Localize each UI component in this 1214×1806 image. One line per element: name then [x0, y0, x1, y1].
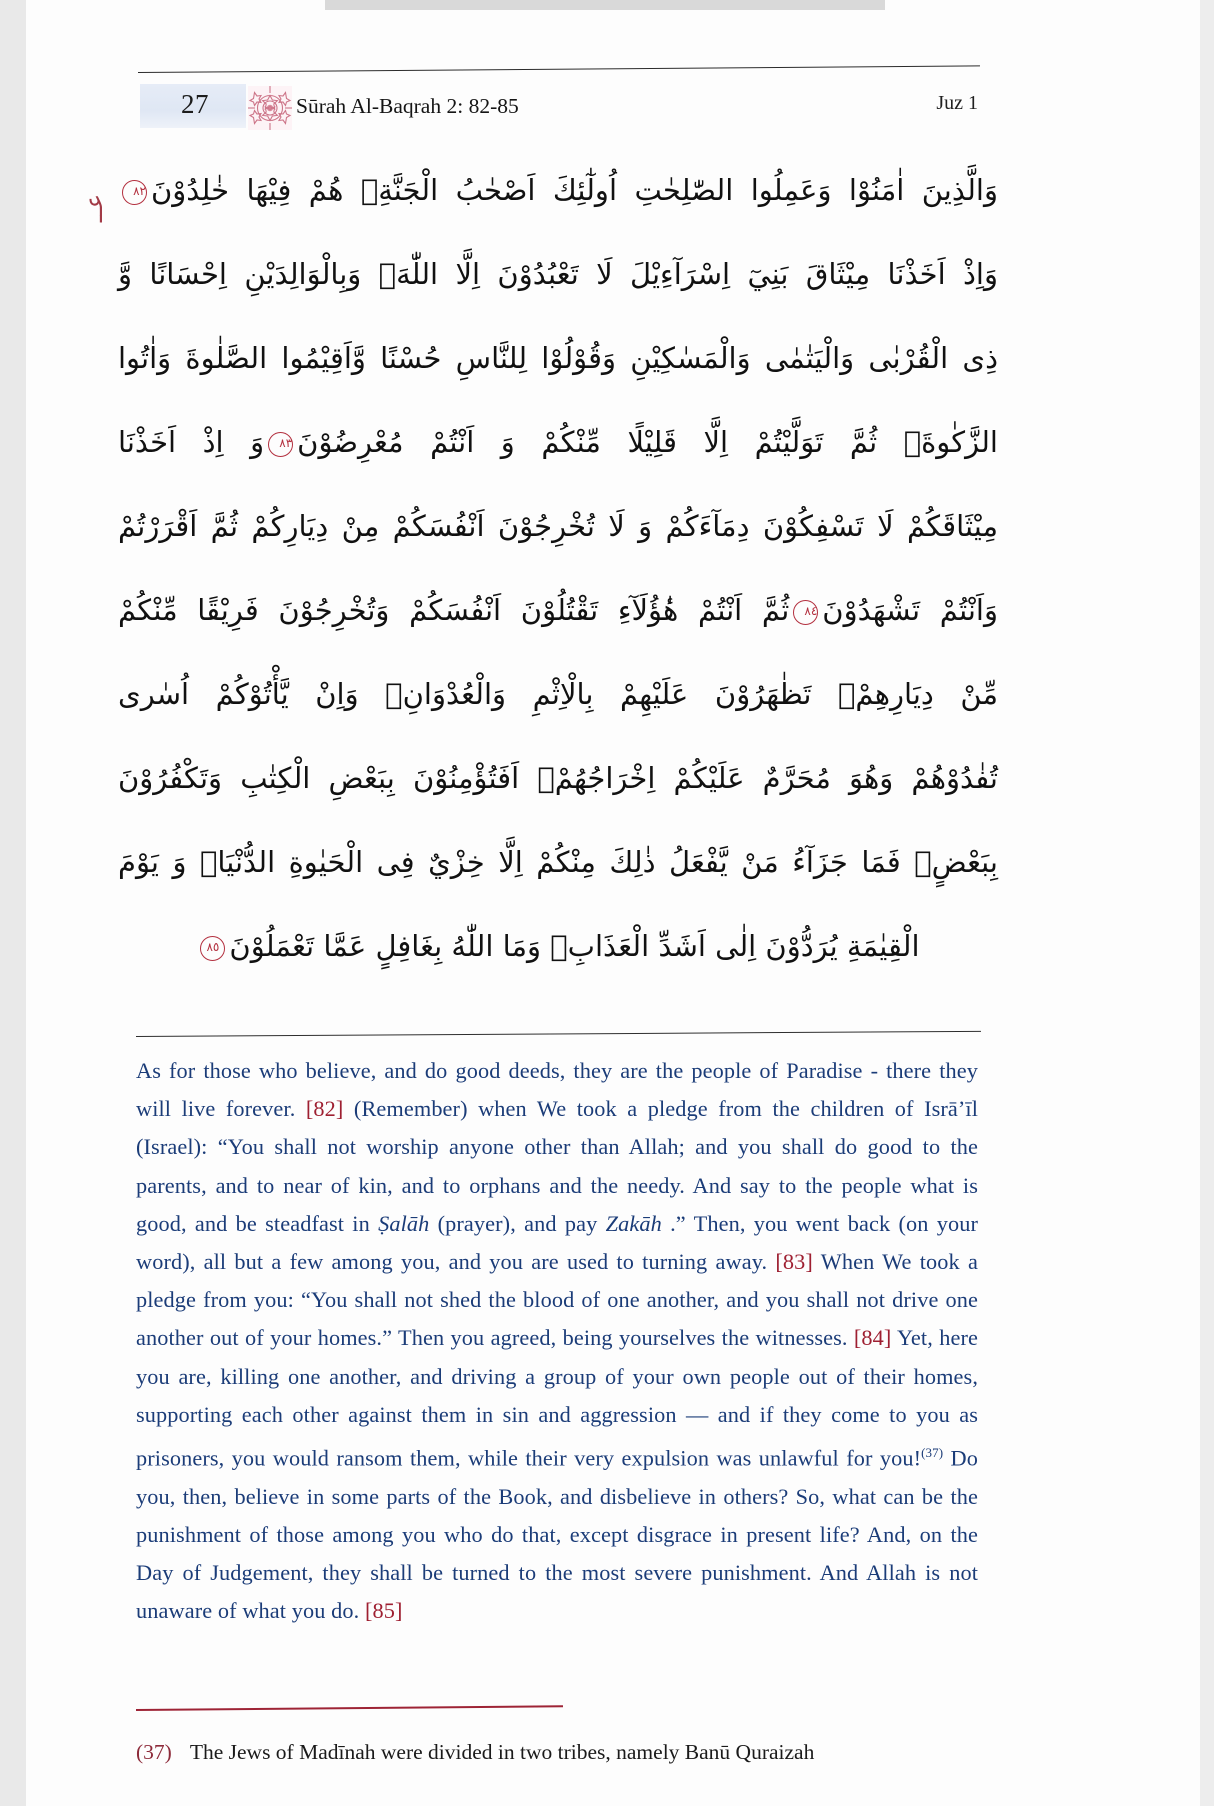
arabic-line	[118, 568, 998, 652]
arabic-line	[118, 652, 998, 736]
margin-section-marker	[72, 148, 116, 268]
translation-text-run: .” Then, you went back (on your word), all but a few among you, and you are used to turning away.	[136, 1210, 978, 1275]
arabic-line	[118, 400, 998, 484]
scan-edge-right	[1200, 0, 1214, 1806]
arabic-line	[118, 148, 998, 232]
arabic-text-run: وَاِذْ اَخَذْنَا مِيْثَاقَ بَنِيٓ اِسْرَآءِيْلَ لَا تَعْبُدُوْنَ اِلَّا اللّٰهَۖ وَبِالْوَالِدَيْنِ اِحْسَانًا وَّ	[118, 257, 998, 291]
arabic-translation-divider	[136, 1031, 981, 1037]
arabic-text-run: بِبَعْضٍۚ فَمَا جَزَآءُ مَنْ يَّفْعَلُ ذٰلِكَ مِنْكُمْ اِلَّا خِزْيٌ فِى الْحَيٰوةِ الدُّنْيَاۚ وَ يَوْمَ	[118, 845, 998, 879]
arabic-text-run: وَالَّذِينَ اٰمَنُوْا وَعَمِلُوا الصّٰلِحٰتِ اُولٰٓئِكَ اَصْحٰبُ الْجَنَّةِۚ هُمْ فِيْهَا خٰلِدُوْنَ	[151, 173, 998, 207]
header-rule	[138, 65, 980, 73]
rosette-ornament-icon	[248, 86, 292, 130]
arabic-line	[118, 484, 998, 568]
verse-number: [85]	[365, 1598, 403, 1624]
arabic-line	[118, 820, 998, 904]
arabic-line	[118, 904, 998, 988]
verse-number: [82]	[305, 1096, 344, 1122]
translation-text-run: Yet, here you are, killing one another, and driving a group of your own people out of their homes, supporting each other against them in sin and aggression — and if they come to you as prisoners, you would ransom them, while their very expulsion was unlawful for you!	[136, 1325, 978, 1471]
footnote-number: (37)	[136, 1740, 172, 1764]
page-number: 27	[181, 89, 209, 119]
translation-text-run: (prayer), and pay	[429, 1210, 606, 1236]
arabic-line	[118, 316, 998, 400]
footnote-separator-rule	[136, 1705, 563, 1711]
translation-text-run: When We took a pledge from you: “You shall not shed the blood of one another, and you shall not drive one another out of your homes.” Then you agreed, being yourselves the witnesses.	[136, 1249, 978, 1351]
arabic-text-run: مِّنْ دِيَارِهِمْۘ تَظٰهَرُوْنَ عَلَيْهِمْ بِالْاِثْمِ وَالْعُدْوَانِۘ وَاِنْ يَّأْتُوْكُمْ اُسٰرى	[118, 677, 998, 711]
verse-number: [83]	[775, 1249, 813, 1275]
arabic-text-run: ثُمَّ اَنْتُمْ هٰٔؤُلَآءِ تَقْتُلُوْنَ اَنْفُسَكُمْ وَتُخْرِجُوْنَ فَرِيْقًا مِّنْكُمْ	[118, 593, 790, 627]
arabic-text-run: مِيْثَاقَكُمْ لَا تَسْفِكُوْنَ دِمَآءَكُمْ وَ لَا تُخْرِجُوْنَ اَنْفُسَكُمْ مِنْ دِيَارِكُمْ ثُمَّ اَقْرَرْتُمْ	[118, 509, 998, 543]
footnote-text: The Jews of Madīnah were divided in two tribes, namely Banū Quraizah	[189, 1740, 815, 1764]
translation-text-run: (Remember) when We took a pledge from the children of Isrā’īl (Israel): “You shall not worship anyone other than Allah; and you shall do good to the parents, and to near of kin, and to orphans and the needy. And say to the people what is good, and be steadfast in	[136, 1096, 979, 1236]
scan-edge-left	[0, 0, 26, 1806]
arabic-text-run: الْقِيٰمَةِ يُرَدُّوْنَ اِلٰى اَشَدِّ الْعَذَابِۘ وَمَا اللّٰهُ بِغَافِلٍ عَمَّا تَعْمَلُوْنَ	[229, 929, 920, 963]
ayah-number-mark: ٨٤	[793, 600, 818, 625]
english-translation	[136, 1052, 978, 1630]
arabic-text-run: ذِى الْقُرْبٰى وَالْيَتٰمٰى وَالْمَسٰكِيْنِ وَقُوْلُوْا لِلنَّاسِ حُسْنًا وَّاَقِيْمُوا الصَّلٰوةَ وَاٰتُوا	[118, 341, 998, 375]
ayah-number-mark: ٨٥	[200, 936, 225, 961]
translation-text-run: As for those who believe, and do good deeds, they are the people of Paradise - there they will live forever.	[136, 1058, 978, 1122]
ayah-number-mark: ٨٢	[122, 180, 147, 205]
arabic-text-run: الزَّكٰوةَۘ ثُمَّ تَوَلَّيْتُمْ اِلَّا قَلِيْلًا مِّنْكُمْ وَ اَنْتُمْ مُعْرِضُوْنَ	[297, 425, 998, 459]
footnote	[136, 1736, 986, 1768]
ayah-number-mark: ٨٣	[268, 432, 293, 457]
arabic-quran-text	[118, 148, 998, 963]
page-header	[138, 72, 980, 128]
surah-title: Sūrah Al-Baqrah 2: 82-85	[296, 94, 519, 118]
arabic-line	[118, 736, 998, 820]
transliterated-term: Zakāh	[605, 1210, 662, 1236]
margin-marker-text: عــ	[80, 193, 108, 223]
arabic-text-run: تُفٰدُوْهُمْ وَهُوَ مُحَرَّمٌ عَلَيْكُمْ اِخْرَاجُهُمْۘ اَفَتُؤْمِنُوْنَ بِبَعْضِ الْكِتٰبِ وَتَكْفُرُوْنَ	[118, 761, 998, 795]
transliterated-term: Ṣalāh	[378, 1210, 430, 1236]
arabic-text-run: وَاَنْتُمْ تَشْهَدُوْنَ	[822, 593, 998, 627]
translation-text-run: Do you, then, believe in some parts of the Book, and disbelieve in others? So, what can be the punishment of those among you who do that, except disgrace in present life? And, on the Day of Judgement, they shall be turned to the most severe punishment. And Allah is not unaware of what you do.	[136, 1445, 978, 1624]
footnote-marker: (37)	[921, 1445, 944, 1461]
scan-edge-top	[325, 0, 885, 10]
arabic-line	[118, 232, 998, 316]
juz-label: Juz 1	[936, 92, 978, 114]
verse-number: [84]	[853, 1325, 892, 1351]
arabic-text-run: وَ اِذْ اَخَذْنَا	[118, 425, 265, 459]
